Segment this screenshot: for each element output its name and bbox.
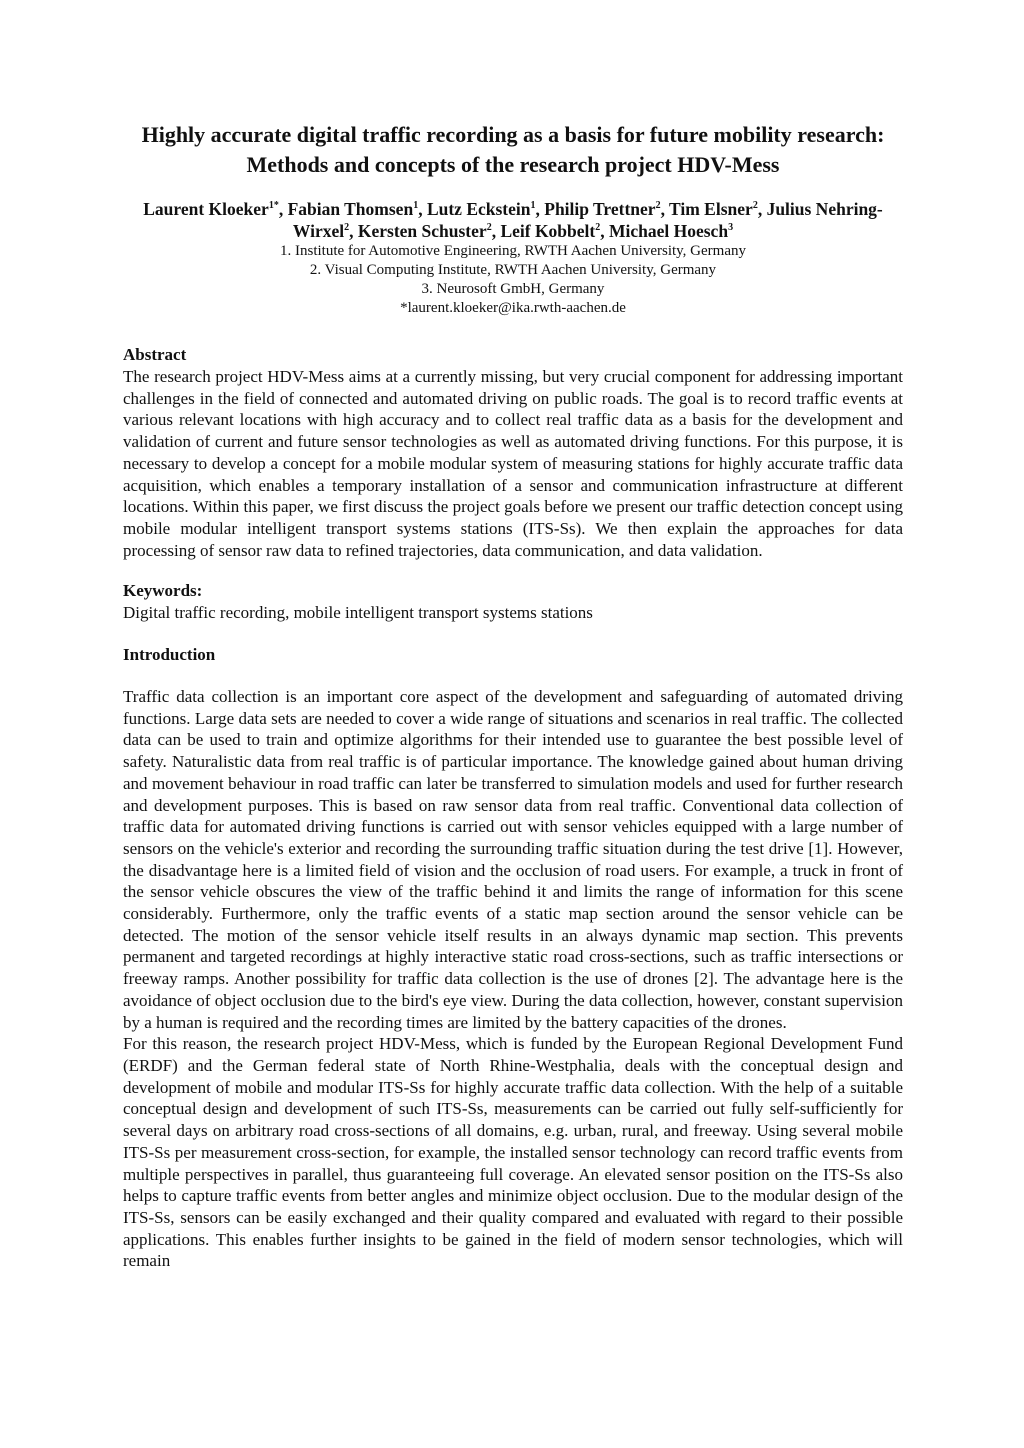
keywords-text: Digital traffic recording, mobile intelligent transport systems stations	[123, 603, 593, 623]
affiliation-3: 3. Neurosoft GmbH, Germany	[421, 281, 605, 297]
author: Fabian Thomsen$^1$,	[287, 199, 427, 219]
intro-paragraph: Traffic data collection is an important core aspect of the development and safeguarding of automated driving functions. Large data sets are needed to cover a wide range of situations and scenarios in real traffic. The collected data can be used to train and optimize algorithms for their intended use to guarantee the best possible level of safety. Naturalistic data from real traffic is of particular importance. The knowledge gained about human driving and movement behaviour in road traffic can later be transferred to simulation models and used for further research and development purposes. This is based on raw sensor data from real traffic. Conventional data collection of traffic data for automated driving functions is carried out with sensor vehicles equipped with a large number of sensors on the vehicle's exterior and recording the surrounding traffic situation during the test drive [1]. However, the disadvantage here is a limited field of vision and the occlusion of road users. For example, a truck in front of the sensor vehicle obscures the view of the traffic behind it and limits the range of information for this scene considerably. Furthermore, only the traffic events of a static map section around the sensor vehicle can be detected. The motion of the sensor vehicle itself results in an always dynamic map section. This prevents permanent and targeted recordings at highly interactive static road cross-sections, such as traffic intersections or freeway ramps. Another possibility for traffic data collection is the use of drones [2]. The advantage here is the avoidance of object occlusion due to the bird's eye view. During the data collection, however, constant supervision by a human is required and the recording times are limited by the battery capacities of the drones.	[123, 687, 903, 1032]
intro-paragraph: For this reason, the research project HDV-Mess, which is funded by the European Regional Development Fund (ERDF) and the German federal state of North Rhine-Westphalia, deals with the conceptual design and development of mobile and modular ITS-Ss for highly accurate traffic data collection. With the help of a suitable conceptual design and development of such ITS-Ss, measurements can be carried out fully self-sufficiently for several days on arbitrary road cross-sections of all domains, e.g. urban, rural, and freeway. Using several mobile ITS-Ss per measurement cross-section, for example, the installed sensor technology can record traffic events from multiple perspectives in parallel, thus guaranteeing full coverage. An elevated sensor position on the ITS-Ss also helps to capture traffic events from better angles and minimize object occlusion. Due to the modular design of the ITS-Ss, sensors can be easily exchanged and their quality compared and evaluated with regard to their possible applications. This enables further insights to be gained in the field of modern sensor technologies, which will remain	[123, 1034, 903, 1271]
abstract-heading: Abstract	[123, 345, 187, 364]
affiliation-2: 2. Visual Computing Institute, RWTH Aachen University, Germany	[309, 262, 717, 278]
author: Tim Elsner$^2$,	[669, 199, 767, 219]
keywords-section	[123, 580, 903, 624]
keywords-heading: Keywords:	[123, 581, 203, 601]
abstract-section	[123, 344, 903, 561]
abstract-text: The research project HDV-Mess aims at a currently missing, but very crucial component for addressing important challenges in the field of connected and automated driving on public roads. The goal is to record traffic events at various relevant locations with high accuracy and to collect real traffic data as a basis for the development and validation of current and future sensor technologies as well as automated driving functions. For this purpose, it is necessary to develop a concept for a mobile modular system of measuring stations for highly accurate traffic data acquisition, which enables a temporary installation of a sensor and communication infrastructure at different locations. Within this paper, we first discuss the project goals before we present our traffic detection concept using mobile modular intelligent transport systems stations (ITS-Ss). We then explain the approaches for data processing of sensor raw data to refined trajectories, data communication, and data validation.	[123, 367, 903, 560]
author: Michael Hoesch$^3$	[608, 221, 734, 241]
introduction-heading: Introduction	[123, 645, 216, 665]
author: Laurent Kloeker$^{1*}$,	[143, 199, 288, 219]
author: Kersten Schuster$^2$,	[357, 221, 501, 241]
author-list	[123, 198, 903, 242]
author: Lutz Eckstein$^1$,	[426, 199, 545, 219]
paper-page	[123, 120, 903, 1272]
author: Leif Kobbelt$^2$,	[500, 221, 609, 241]
author: Julius Nehring-Wirxel$^2$,	[292, 199, 883, 241]
introduction-section	[123, 644, 903, 1272]
contact-email[interactable]: *laurent.kloeker@ika.rwth-aachen.de	[400, 300, 626, 316]
introduction-body	[123, 686, 903, 1272]
author: Philip Trettner$^2$,	[544, 199, 670, 219]
paper-title: Highly accurate digital traffic recording as a basis for future mobility research: Methods and concepts of the research project HDV-Mess	[141, 122, 885, 177]
affiliation-1: 1. Institute for Automotive Engineering, RWTH Aachen University, Germany	[279, 243, 746, 259]
